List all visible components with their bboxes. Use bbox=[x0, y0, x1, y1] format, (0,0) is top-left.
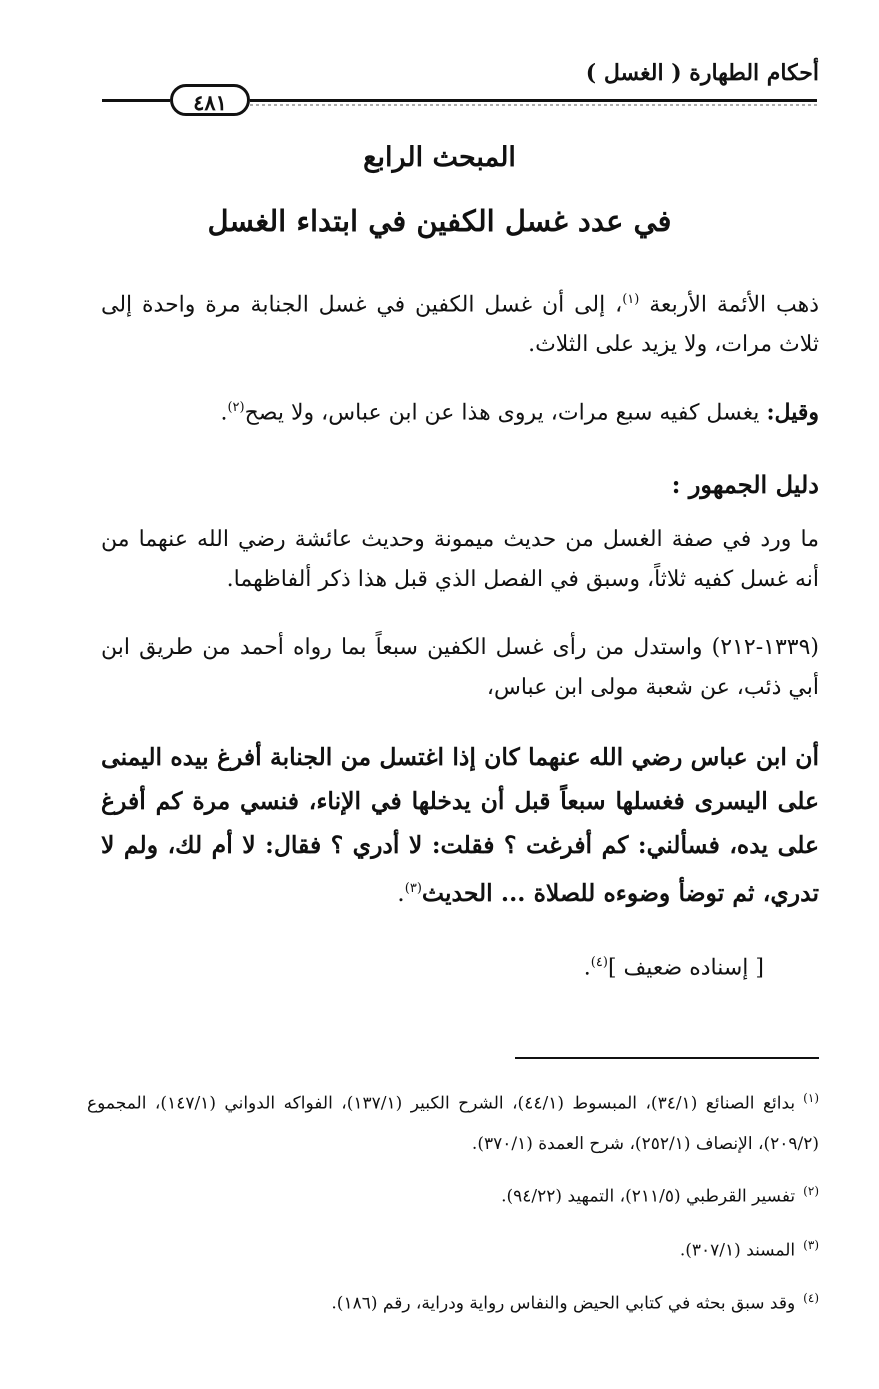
grade-text: [ إسناده ضعيف ] bbox=[607, 955, 764, 981]
footnote-separator bbox=[515, 1057, 819, 1059]
footnote-text: وقد سبق بحثه في كتابي الحيض والنفاس رواية ودراية، رقم (١٨٦). bbox=[331, 1293, 796, 1314]
footnote-ref: (٣) bbox=[404, 881, 422, 896]
period: . bbox=[397, 878, 405, 907]
paragraph-hadith-intro: (١٣٣٩-٢١٢) واستدل من رأى غسل الكفين سبعاً بما رواه أحمد من طريق ابن أبي ذئب، عن شعبة مولى ابن عباس، bbox=[101, 635, 819, 700]
period: . bbox=[220, 400, 228, 426]
section-subtitle: في عدد غسل الكفين في ابتداء الغسل bbox=[207, 204, 672, 238]
page-number: ٤٨١ bbox=[170, 84, 250, 116]
footnote bbox=[87, 1225, 819, 1271]
footnote-mark: (٢) bbox=[803, 1184, 819, 1198]
evidence-heading: دليل الجمهور : bbox=[671, 470, 819, 499]
hadith-text bbox=[101, 735, 819, 915]
footnote-ref: (٢) bbox=[227, 400, 245, 415]
lead-word: وقيل: bbox=[766, 399, 819, 426]
hadith-grade bbox=[584, 955, 764, 980]
footnote bbox=[87, 1171, 819, 1217]
paragraph-text: يغسل كفيه سبع مرات، يروى هذا عن ابن عباس، ولا يصح bbox=[244, 400, 767, 426]
footnote-text: بدائع الصنائع (٣٤/١)، المبسوط (٤٤/١)، الشرح الكبير (١٣٧/١)، الفواكه الدواني (١٤٧/١)، المجموع (٢٠٩/٢)، الإنصاف (٢٥٢/١)، شرح العمدة (٣٧٠/١). bbox=[87, 1093, 819, 1154]
footnote-mark: (٣) bbox=[803, 1238, 819, 1252]
paragraph-madhhabs bbox=[101, 280, 819, 365]
paragraph-evidence: ما ورد في صفة الغسل من حديث ميمونة وحديث عائشة رضي الله عنهما من أنه غسل كفيه ثلاثاً، وسبق في الفصل الذي قبل هذا ذكر ألفاظهما. bbox=[101, 527, 819, 592]
footnote bbox=[87, 1078, 819, 1164]
footnote bbox=[87, 1278, 819, 1324]
footnote-mark: (٤) bbox=[803, 1291, 819, 1305]
footnote-text: تفسير القرطبي (٢١١/٥)، التمهيد (٩٤/٢٢). bbox=[501, 1186, 796, 1207]
header-rule-texture bbox=[250, 104, 817, 106]
paragraph-text: ، إلى أن غسل الكفين في غسل الجنابة مرة واحدة إلى ثلاث مرات، ولا يزيد على الثلاث. bbox=[101, 292, 819, 358]
header-rule bbox=[250, 99, 817, 102]
footnote-text: المسند (٣٠٧/١). bbox=[679, 1240, 796, 1261]
running-title: أحكام الطهارة ( الغسل ) bbox=[585, 60, 819, 86]
footnote-ref: (٤) bbox=[590, 955, 608, 970]
footnote-mark: (١) bbox=[803, 1091, 819, 1105]
footnote-ref: (١) bbox=[622, 292, 640, 307]
period: . bbox=[583, 955, 591, 981]
header-rule-left bbox=[102, 99, 170, 102]
paragraph-text: ذهب الأئمة الأربعة bbox=[639, 292, 819, 318]
section-title: المبحث الرابع bbox=[363, 142, 516, 173]
hadith-body: أن ابن عباس رضي الله عنهما كان إذا اغتسل من الجنابة أفرغ بيده اليمنى على اليسرى فغسلها سبعاً قبل أن يدخلها في الإناء، فنسي مرة كم أفرغ على يده، فسألني: كم أفرغت ؟ فقلت: لا أدري ؟ فقال: لا أم لك، ولم لا تدري، ثم توضأ وضوءه للصلاة ... الحديث bbox=[101, 743, 819, 907]
paragraph-alternative-view bbox=[101, 388, 819, 433]
